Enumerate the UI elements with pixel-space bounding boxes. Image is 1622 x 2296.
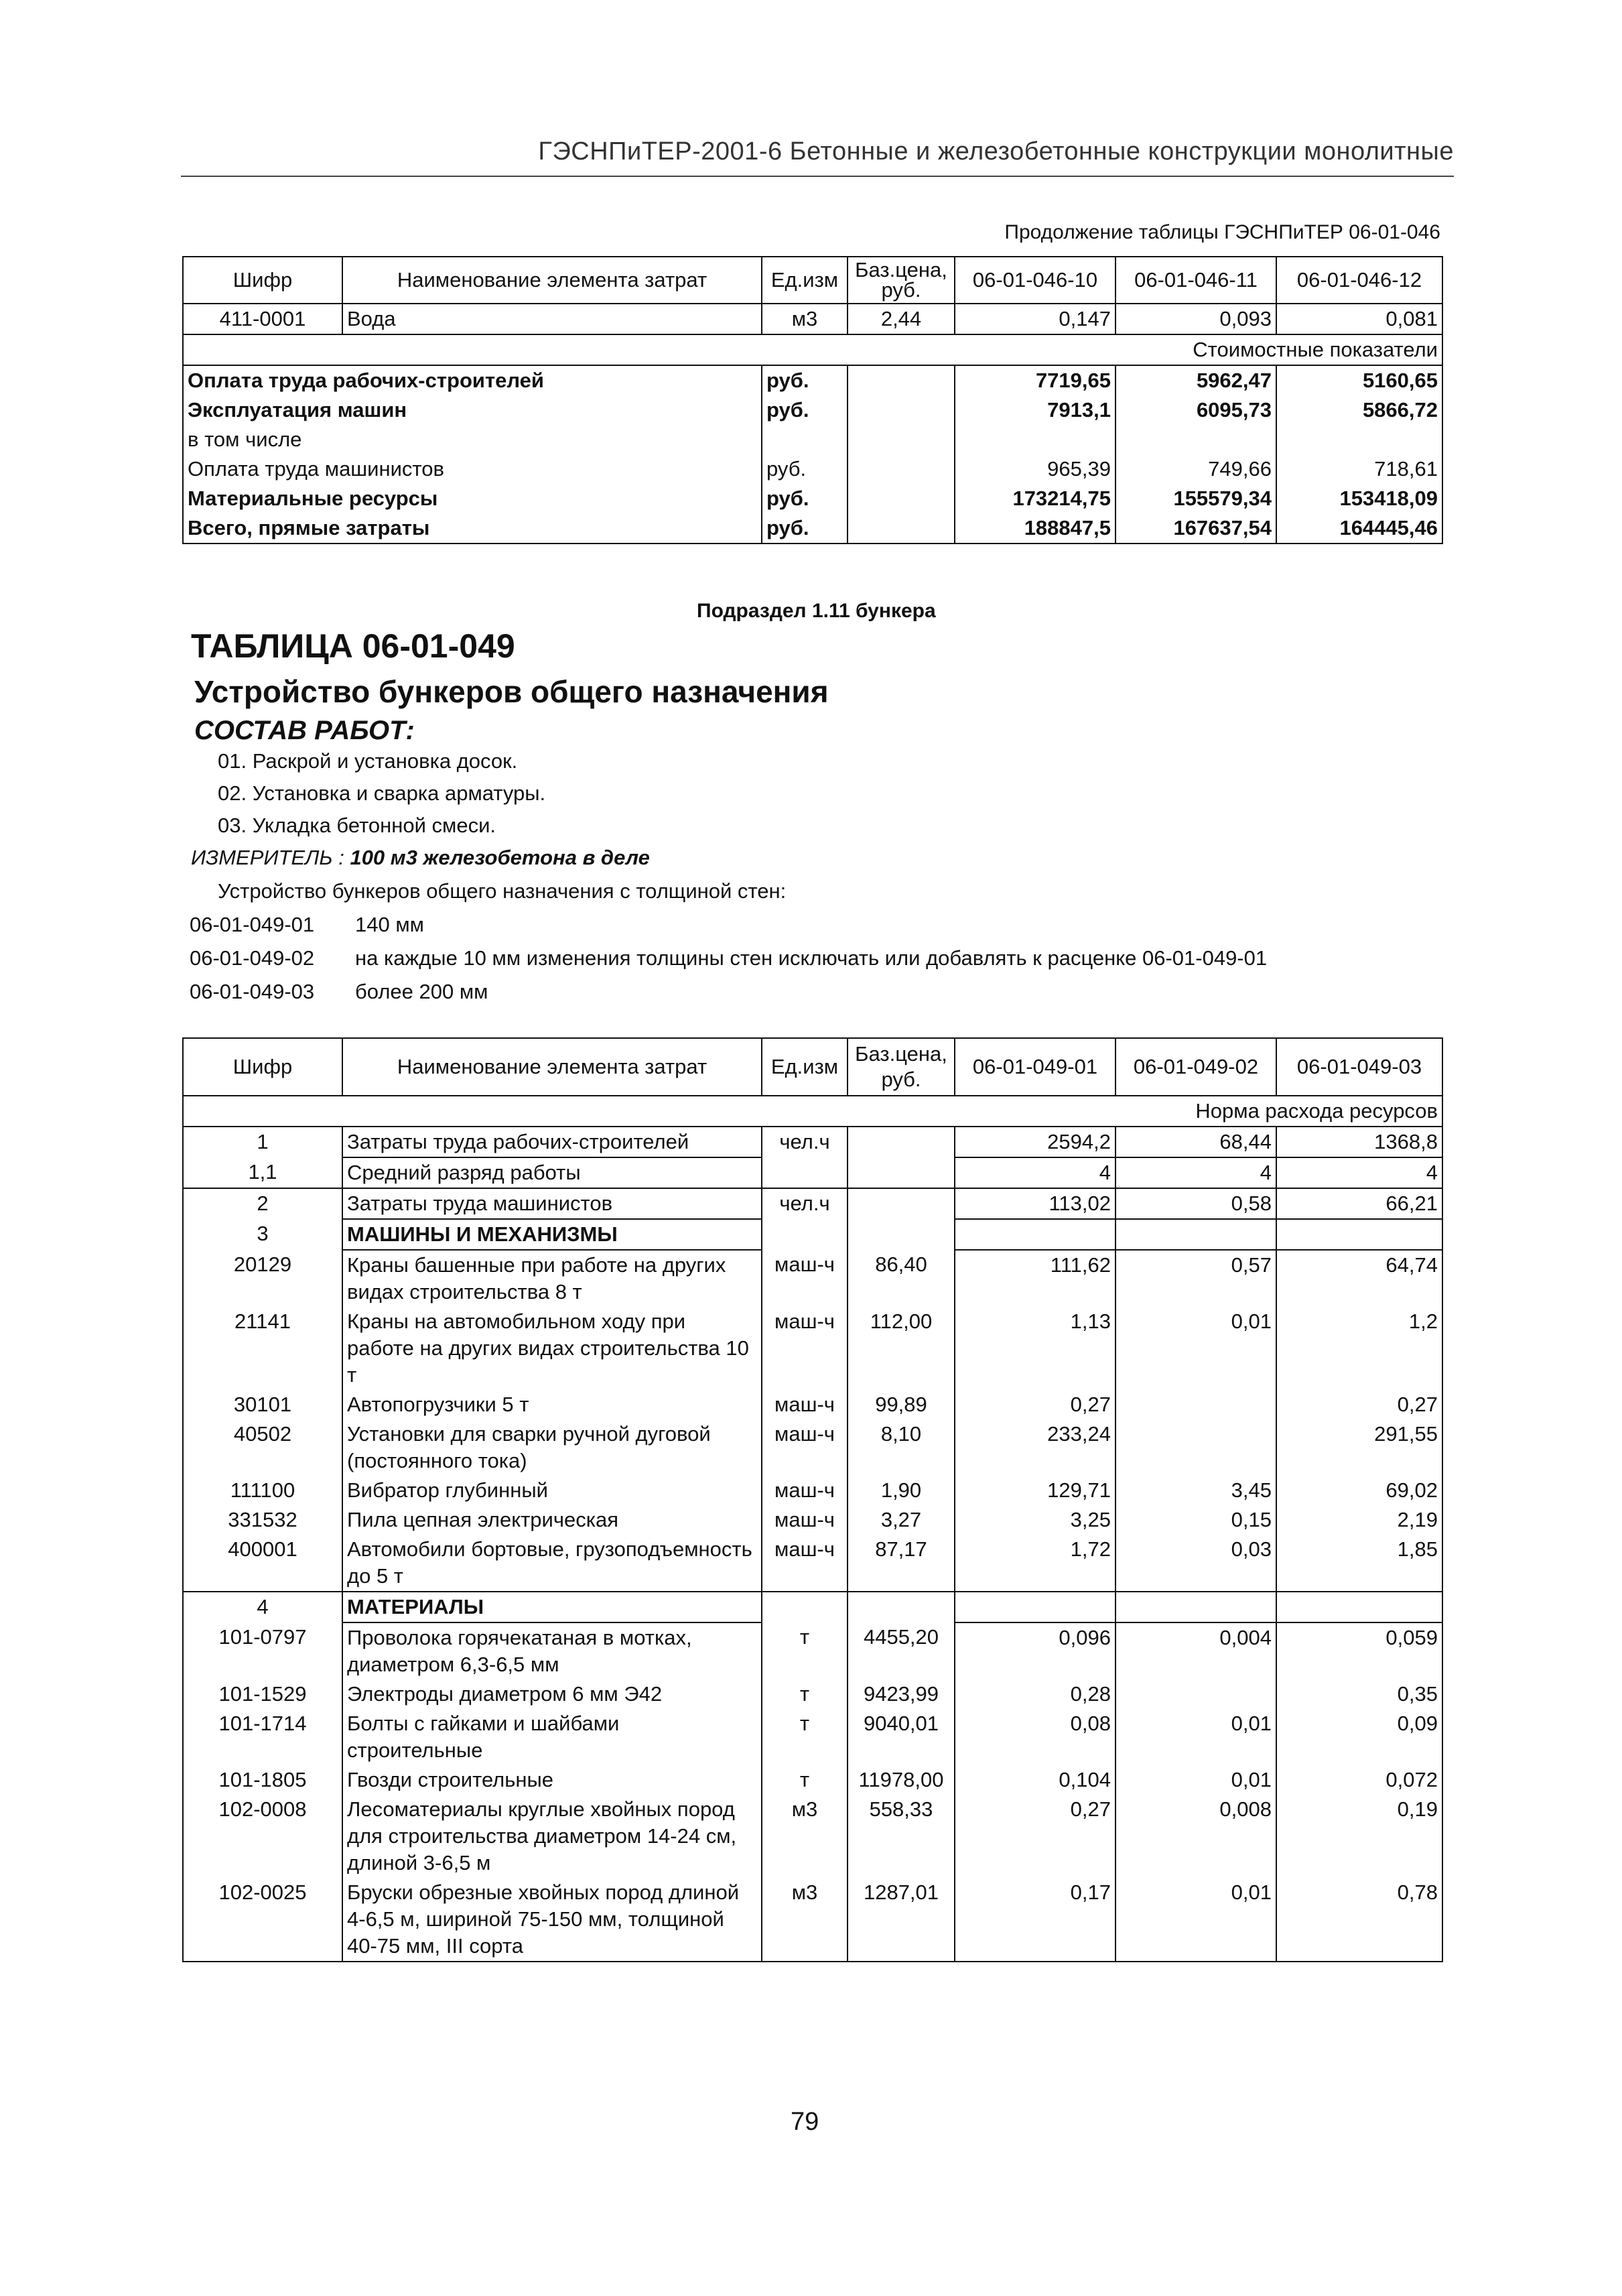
cell-unit: чел.ч xyxy=(762,1127,848,1157)
cell-v2 xyxy=(1116,1419,1276,1476)
cell-unit: руб. xyxy=(762,395,848,425)
cell-code: 101-1714 xyxy=(183,1709,342,1765)
cell-name: Бруски обрезные хвойных пород длиной 4-6,5 м, шириной 75-150 мм, толщиной 40-75 мм, III сорта xyxy=(342,1878,762,1962)
cell-code: 111100 xyxy=(183,1476,342,1505)
cell-v1: 1,13 xyxy=(955,1307,1116,1390)
cell-name: Автомобили бортовые, грузоподъемность до 5 т xyxy=(342,1535,762,1592)
cell-unit: руб. xyxy=(762,513,848,544)
cell-v3: 0,081 xyxy=(1276,304,1442,334)
cell-unit: маш-ч xyxy=(762,1505,848,1535)
page-number: 79 xyxy=(791,2108,819,2136)
cell-code: 4 xyxy=(183,1592,342,1622)
cell-v2: 0,03 xyxy=(1116,1535,1276,1592)
table-row xyxy=(183,1535,1442,1592)
cell-v1: 0,096 xyxy=(955,1622,1116,1679)
cell-v1: 7719,65 xyxy=(955,365,1116,395)
cell-price: 4455,20 xyxy=(848,1622,955,1679)
prev-table xyxy=(182,256,1443,544)
col-header-unit: Ед.изм xyxy=(762,257,848,304)
cell-v2: 0,093 xyxy=(1116,304,1276,334)
cell-v1: 3,25 xyxy=(955,1505,1116,1535)
cell-price xyxy=(848,395,955,425)
cell-v2: 68,44 xyxy=(1116,1127,1276,1157)
cell-price: 9423,99 xyxy=(848,1679,955,1709)
cell-unit: маш-ч xyxy=(762,1476,848,1505)
cell-v3: 2,19 xyxy=(1276,1505,1442,1535)
cell-price xyxy=(848,1188,955,1219)
page-header-title: ГЭСНПиТЕР-2001-6 Бетонные и железобетонные конструкции монолитные xyxy=(538,137,1454,166)
cell-code: 102-0008 xyxy=(183,1795,342,1878)
cell-v2 xyxy=(1116,1592,1276,1622)
cost-header-row xyxy=(183,334,1442,365)
cell-price xyxy=(848,484,955,513)
cell-v3: 0,059 xyxy=(1276,1622,1442,1679)
cell-code: 3 xyxy=(183,1219,342,1250)
cell-code: 1,1 xyxy=(183,1157,342,1188)
cell-unit: маш-ч xyxy=(762,1390,848,1419)
cost-row xyxy=(183,484,1442,513)
cell-v3: 0,78 xyxy=(1276,1878,1442,1962)
cell-v3: 64,74 xyxy=(1276,1250,1442,1307)
cell-v1: 0,17 xyxy=(955,1878,1116,1962)
cell-name: Установки для сварки ручной дуговой (постоянного тока) xyxy=(342,1419,762,1476)
cell-v3: 4 xyxy=(1276,1157,1442,1188)
cell-v2: 0,01 xyxy=(1116,1878,1276,1962)
cell-v3: 0,35 xyxy=(1276,1679,1442,1709)
table-row xyxy=(183,1307,1442,1390)
variant-code: 06-01-049-01 xyxy=(190,913,315,936)
measurer-label: ИЗМЕРИТЕЛЬ : xyxy=(191,846,344,869)
cell-code: 101-1529 xyxy=(183,1679,342,1709)
col-header-price: Баз.цена, руб. xyxy=(848,1038,955,1096)
col-header-code: Шифр xyxy=(183,257,342,304)
variants-intro: Устройство бункеров общего назначения с толщиной стен: xyxy=(218,879,787,903)
cell-unit: руб. xyxy=(762,365,848,395)
cell-v1: 965,39 xyxy=(955,454,1116,484)
cell-price xyxy=(848,365,955,395)
cell-unit: т xyxy=(762,1709,848,1765)
table-row xyxy=(183,1795,1442,1878)
cell-price xyxy=(848,1592,955,1622)
prev-table-header xyxy=(183,257,1442,304)
variant-code: 06-01-049-02 xyxy=(190,946,315,970)
cell-unit: руб. xyxy=(762,454,848,484)
cell-v3: 5866,72 xyxy=(1276,395,1442,425)
cell-name: Эксплуатация машин xyxy=(183,395,762,425)
cell-unit: руб. xyxy=(762,484,848,513)
header-divider xyxy=(181,176,1454,177)
norm-header: Норма расхода ресурсов xyxy=(183,1096,1442,1127)
cell-unit xyxy=(762,425,848,454)
cell-price xyxy=(848,513,955,544)
cell-code: 30101 xyxy=(183,1390,342,1419)
cell-code: 101-0797 xyxy=(183,1622,342,1679)
variant-text: более 200 мм xyxy=(355,980,488,1003)
cell-v3 xyxy=(1276,1219,1442,1250)
table-row xyxy=(183,304,1442,334)
cell-v3: 0,09 xyxy=(1276,1709,1442,1765)
cell-name: Лесоматериалы круглые хвойных пород для строительства диаметром 14-24 см, длиной 3-6,5 м xyxy=(342,1795,762,1878)
cell-unit xyxy=(762,1219,848,1250)
cost-row xyxy=(183,425,1442,454)
cell-price: 112,00 xyxy=(848,1307,955,1390)
cell-v1: 0,27 xyxy=(955,1390,1116,1419)
cost-row xyxy=(183,395,1442,425)
cell-v2: 5962,47 xyxy=(1116,365,1276,395)
variant-code: 06-01-049-03 xyxy=(190,980,315,1003)
table-row xyxy=(183,1390,1442,1419)
cell-v1: 0,104 xyxy=(955,1765,1116,1795)
table-row xyxy=(183,1127,1442,1157)
cell-code: 1 xyxy=(183,1127,342,1157)
cell-name: Краны на автомобильном ходу при работе на других видах строительства 10 т xyxy=(342,1307,762,1390)
cell-v1: 233,24 xyxy=(955,1419,1116,1476)
cell-price xyxy=(848,1127,955,1157)
cell-name: Краны башенные при работе на других видах строительства 8 т xyxy=(342,1250,762,1307)
cell-unit xyxy=(762,1157,848,1188)
cost-row xyxy=(183,365,1442,395)
cell-code: 331532 xyxy=(183,1505,342,1535)
cell-v3: 0,27 xyxy=(1276,1390,1442,1419)
cell-code: 21141 xyxy=(183,1307,342,1390)
cell-v2 xyxy=(1116,1219,1276,1250)
table-row xyxy=(183,1505,1442,1535)
cell-name: Оплата труда рабочих-строителей xyxy=(183,365,762,395)
cell-unit xyxy=(762,1592,848,1622)
cell-v2: 0,01 xyxy=(1116,1709,1276,1765)
cell-v1: 129,71 xyxy=(955,1476,1116,1505)
cell-name: МАШИНЫ И МЕХАНИЗМЫ xyxy=(342,1219,762,1250)
variant-text: на каждые 10 мм изменения толщины стен исключать или добавлять к расценке 06-01-049-01 xyxy=(355,946,1268,970)
cell-price: 3,27 xyxy=(848,1505,955,1535)
cell-v3: 718,61 xyxy=(1276,454,1442,484)
cell-price xyxy=(848,1157,955,1188)
continuation-label: Продолжение таблицы ГЭСНПиТЕР 06-01-046 xyxy=(1004,221,1440,243)
cell-name: Гвозди строительные xyxy=(342,1765,762,1795)
cell-code: 411-0001 xyxy=(183,304,342,334)
cell-v2: 0,15 xyxy=(1116,1505,1276,1535)
cell-v1: 188847,5 xyxy=(955,513,1116,544)
table-name: Устройство бункеров общего назначения xyxy=(194,674,829,709)
cell-price: 8,10 xyxy=(848,1419,955,1476)
cell-v1: 0,08 xyxy=(955,1709,1116,1765)
cell-unit: маш-ч xyxy=(762,1419,848,1476)
table-row xyxy=(183,1709,1442,1765)
cell-v2: 0,004 xyxy=(1116,1622,1276,1679)
variant-text: 140 мм xyxy=(355,913,424,936)
cell-unit: маш-ч xyxy=(762,1535,848,1592)
cell-unit: м3 xyxy=(762,1878,848,1962)
cell-name: Затраты труда машинистов xyxy=(342,1188,762,1219)
work-item: 03. Укладка бетонной смеси. xyxy=(218,814,496,837)
cell-v3: 153418,09 xyxy=(1276,484,1442,513)
col-header-v3: 06-01-046-12 xyxy=(1276,257,1442,304)
cell-price: 1,90 xyxy=(848,1476,955,1505)
sostav-title: СОСТАВ РАБОТ: xyxy=(194,716,415,745)
cell-unit: чел.ч xyxy=(762,1188,848,1219)
col-header-v1: 06-01-046-10 xyxy=(955,257,1116,304)
cell-v2 xyxy=(1116,425,1276,454)
cell-name: Материальные ресурсы xyxy=(183,484,762,513)
cell-v2: 0,57 xyxy=(1116,1250,1276,1307)
cell-v3: 69,02 xyxy=(1276,1476,1442,1505)
cell-price: 9040,01 xyxy=(848,1709,955,1765)
cell-v2 xyxy=(1116,1390,1276,1419)
table-row xyxy=(183,1419,1442,1476)
cell-v3: 5160,65 xyxy=(1276,365,1442,395)
col-header-v1: 06-01-049-01 xyxy=(955,1038,1116,1096)
table-row xyxy=(183,1476,1442,1505)
cell-v1: 2594,2 xyxy=(955,1127,1116,1157)
cell-v1 xyxy=(955,425,1116,454)
cell-v1 xyxy=(955,1592,1116,1622)
table-row xyxy=(183,1679,1442,1709)
table-row xyxy=(183,1219,1442,1250)
cell-name: Всего, прямые затраты xyxy=(183,513,762,544)
cell-v1: 0,147 xyxy=(955,304,1116,334)
cell-v1: 7913,1 xyxy=(955,395,1116,425)
norm-header-row xyxy=(183,1096,1442,1127)
cell-v2: 0,01 xyxy=(1116,1307,1276,1390)
col-header-name: Наименование элемента затрат xyxy=(342,1038,762,1096)
cell-v2: 0,008 xyxy=(1116,1795,1276,1878)
table-row xyxy=(183,1157,1442,1188)
col-header-unit: Ед.изм xyxy=(762,1038,848,1096)
main-table-header xyxy=(183,1038,1442,1096)
cell-v1: 0,27 xyxy=(955,1795,1116,1878)
cell-v1: 1,72 xyxy=(955,1535,1116,1592)
cell-name: в том числе xyxy=(183,425,762,454)
cell-v2: 6095,73 xyxy=(1116,395,1276,425)
cell-code: 400001 xyxy=(183,1535,342,1592)
col-header-v2: 06-01-049-02 xyxy=(1116,1038,1276,1096)
work-item: 01. Раскрой и установка досок. xyxy=(218,749,518,773)
cell-name: МАТЕРИАЛЫ xyxy=(342,1592,762,1622)
cell-v2: 4 xyxy=(1116,1157,1276,1188)
col-header-code: Шифр xyxy=(183,1038,342,1096)
cell-unit: маш-ч xyxy=(762,1307,848,1390)
measurer xyxy=(191,846,650,870)
cell-v1: 0,28 xyxy=(955,1679,1116,1709)
cell-v2: 3,45 xyxy=(1116,1476,1276,1505)
cell-price xyxy=(848,454,955,484)
cell-v2: 155579,34 xyxy=(1116,484,1276,513)
cell-name: Проволока горячекатаная в мотках, диаметром 6,3-6,5 мм xyxy=(342,1622,762,1679)
cell-unit: т xyxy=(762,1765,848,1795)
col-header-v3: 06-01-049-03 xyxy=(1276,1038,1442,1096)
col-header-v2: 06-01-046-11 xyxy=(1116,257,1276,304)
cell-v3: 1,2 xyxy=(1276,1307,1442,1390)
cell-name: Электроды диаметром 6 мм Э42 xyxy=(342,1679,762,1709)
cost-header: Стоимостные показатели xyxy=(183,334,1442,365)
cell-name: Болты с гайками и шайбами строительные xyxy=(342,1709,762,1765)
cell-price: 2,44 xyxy=(848,304,955,334)
cell-unit: т xyxy=(762,1679,848,1709)
cell-price: 99,89 xyxy=(848,1390,955,1419)
cell-v3: 0,19 xyxy=(1276,1795,1442,1878)
col-header-price: Баз.цена, руб. xyxy=(848,257,955,304)
cell-v2 xyxy=(1116,1679,1276,1709)
cell-price xyxy=(848,1219,955,1250)
cell-price: 1287,01 xyxy=(848,1878,955,1962)
cell-price: 87,17 xyxy=(848,1535,955,1592)
cell-v2: 167637,54 xyxy=(1116,513,1276,544)
cell-name: Автопогрузчики 5 т xyxy=(342,1390,762,1419)
cell-name: Вода xyxy=(342,304,762,334)
cell-v1 xyxy=(955,1219,1116,1250)
cell-code: 20129 xyxy=(183,1250,342,1307)
table-row xyxy=(183,1188,1442,1219)
cell-v1: 173214,75 xyxy=(955,484,1116,513)
cell-price xyxy=(848,425,955,454)
subsection-label: Подраздел 1.11 бункера xyxy=(697,600,936,622)
table-row xyxy=(183,1765,1442,1795)
cell-v3 xyxy=(1276,1592,1442,1622)
cell-v3: 291,55 xyxy=(1276,1419,1442,1476)
cell-name: Средний разряд работы xyxy=(342,1157,762,1188)
table-title: ТАБЛИЦА 06-01-049 xyxy=(191,627,515,665)
cell-v1: 4 xyxy=(955,1157,1116,1188)
cell-price: 11978,00 xyxy=(848,1765,955,1795)
cell-v3: 66,21 xyxy=(1276,1188,1442,1219)
table-row xyxy=(183,1250,1442,1307)
cell-v1: 111,62 xyxy=(955,1250,1116,1307)
cell-unit: м3 xyxy=(762,304,848,334)
cell-v3: 1,85 xyxy=(1276,1535,1442,1592)
cell-v2: 0,01 xyxy=(1116,1765,1276,1795)
work-item: 02. Установка и сварка арматуры. xyxy=(218,781,546,805)
cell-price: 86,40 xyxy=(848,1250,955,1307)
cost-row xyxy=(183,454,1442,484)
col-header-name: Наименование элемента затрат xyxy=(342,257,762,304)
cell-name: Оплата труда машинистов xyxy=(183,454,762,484)
cell-code: 2 xyxy=(183,1188,342,1219)
main-table xyxy=(182,1037,1443,1962)
cell-unit: т xyxy=(762,1622,848,1679)
cell-name: Пила цепная электрическая xyxy=(342,1505,762,1535)
cell-v3 xyxy=(1276,425,1442,454)
table-row xyxy=(183,1622,1442,1679)
cell-code: 40502 xyxy=(183,1419,342,1476)
table-row xyxy=(183,1592,1442,1622)
cell-price: 558,33 xyxy=(848,1795,955,1878)
measurer-value: 100 м3 железобетона в деле xyxy=(350,846,650,869)
cell-code: 101-1805 xyxy=(183,1765,342,1795)
cell-v2: 749,66 xyxy=(1116,454,1276,484)
cost-row xyxy=(183,513,1442,544)
cell-v3: 1368,8 xyxy=(1276,1127,1442,1157)
cell-name: Вибратор глубинный xyxy=(342,1476,762,1505)
cell-name: Затраты труда рабочих-строителей xyxy=(342,1127,762,1157)
table-row xyxy=(183,1878,1442,1962)
cell-v3: 0,072 xyxy=(1276,1765,1442,1795)
cell-v3: 164445,46 xyxy=(1276,513,1442,544)
cell-code: 102-0025 xyxy=(183,1878,342,1962)
cell-unit: м3 xyxy=(762,1795,848,1878)
cell-unit: маш-ч xyxy=(762,1250,848,1307)
cell-v1: 113,02 xyxy=(955,1188,1116,1219)
cell-v2: 0,58 xyxy=(1116,1188,1276,1219)
